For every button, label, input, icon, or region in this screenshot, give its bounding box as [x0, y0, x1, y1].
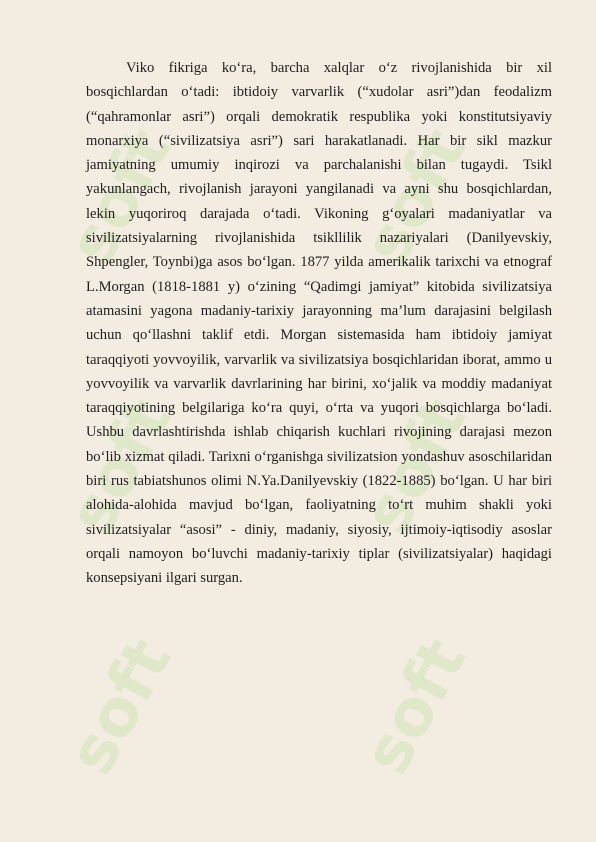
watermark-text: soft	[349, 387, 482, 547]
watermark-text: soft	[349, 117, 482, 277]
watermark-text: soft	[54, 117, 187, 277]
watermark-logo-icon	[349, 600, 482, 830]
document-body	[86, 56, 552, 591]
watermark-bottom-right	[349, 600, 482, 830]
watermark-text: soft	[349, 627, 482, 787]
body-paragraph: Viko fikriga ko‘ra, barcha xalqlar o‘z rivojlanishida bir xil bosqichlardan o‘tadi: ibtidoiy varvarlik (“xudolar asri”)dan feodalizm (“qahramonlar asri”) orqali demokratik respublika yoki konstitutsiyaviy monarxiya (“sivilizatsiya asri”) sari harakatlanadi. Har bir sikl mazkur jamiyatning umumiy inqirozi va parchalanishi bilan tugaydi. Tsikl yakunlangach, rivojlanish jarayoni yangilanadi va ayni shu bosqichlardan, lekin yuqoriroq darajada o‘tadi. Vikoning g‘oyalari madaniyatlar va sivilizatsiyalarning rivojlanishida tsikllilik nazariyalari (Danilyevskiy, Shpengler, Toynbi)ga asos bo‘lgan. 1877 yilda amerikalik tarixchi va etnograf L.Morgan (1818-1881 y) o‘zining “Qadimgi jamiyat” kitobida sivilizatsiya atamasini yagona madaniy-tarixiy jarayonning ma’lum darajasini belgilash uchun qo‘llashni taklif etdi. Morgan sistemasida ham ibtidoiy jamiyat taraqqiyoti yovvoyilik, varvarlik va sivilizatsiya bosqichlaridan iborat, ammo u yovvoyilik va varvarlik davrlarining har birini, xo‘jalik va moddiy madaniyat taraqqiyotining belgilariga ko‘ra quyi, o‘rta va yuqori bosqichlarga bo‘ladi. Ushbu davrlashtirishda ishlab chiqarish kuchlari rivojining darajasi mezon bo‘lib xizmat qiladi. Tarixni o‘rganishga sivilizatsion yondashuv asoschilaridan biri rus tabiatshunos olimi N.Ya.Danilyevskiy (1822-1885) bo‘lgan. U har biri alohida-alohida mavjud bo‘lgan, faoliyatning to‘rt muhim shakli yoki sivilizatsiyalar “asosi” - diniy, madaniy, siyosiy, ijtimoiy-iqtisodiy asoslar orqali namoyon bo‘luvchi madaniy-tarixiy tiplar (sivilizatsiyalar) haqidagi konsepsiyani ilgari surgan.	[86, 60, 552, 587]
watermark-logo-icon	[54, 600, 187, 830]
watermark-bottom-left	[54, 600, 187, 830]
watermark-text: soft	[54, 387, 187, 547]
watermark-text: soft	[54, 627, 187, 787]
